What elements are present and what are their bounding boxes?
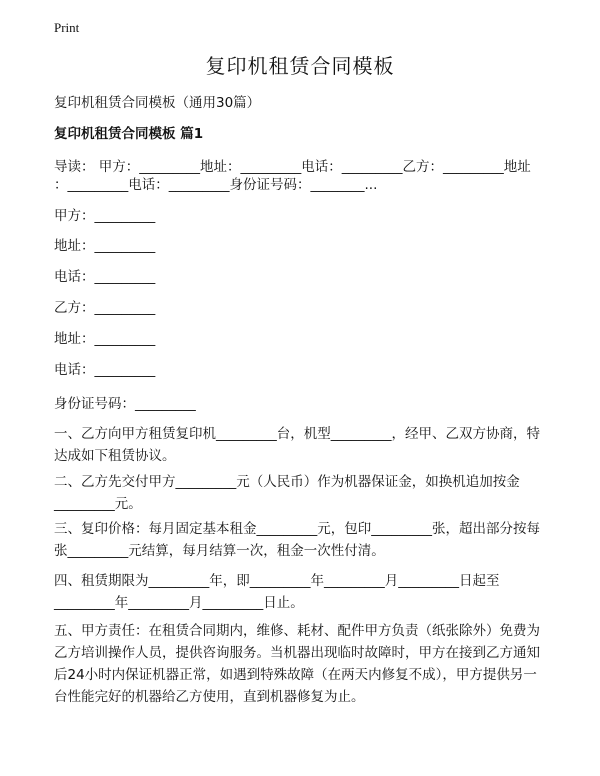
clause-3: 三、复印价格：每月固定基本租金_________元，包印_________张，超出部分按每张_________元结算，每月结算一次，租金一次性付清。 xyxy=(54,521,540,559)
field-party-a: 甲方：_________ xyxy=(54,208,156,224)
clause-2: 二、乙方先交付甲方_________元（人民币）作为机器保证金，如换机追加按金_________元。 xyxy=(54,474,520,512)
intro-line-2: ：_________电话：_________身份证号码：________... xyxy=(54,177,378,193)
field-phone-a: 电话：_________ xyxy=(54,269,156,285)
field-party-b: 乙方：_________ xyxy=(54,300,156,316)
section-heading: 复印机租赁合同模板 篇1 xyxy=(54,126,204,142)
field-id-number: 身份证号码：_________ xyxy=(54,396,196,412)
document-title: 复印机租赁合同模板 xyxy=(205,54,395,78)
document-subtitle: 复印机租赁合同模板（通用30篇） xyxy=(54,95,261,111)
clause-5: 五、甲方责任：在租赁合同期内，维修、耗材、配件甲方负责（纸张除外）免费为乙方培训操作人员，提供咨询服务。当机器出现临时故障时，甲方在接到乙方通知后24小时内保证机器正常，如遇到特殊故障（在两天内修复不成），甲方提供另一台性能完好的机器给乙方使用，直到机器修复为止。 xyxy=(54,623,540,705)
intro-line-1: 导读： 甲方：_________地址：_________电话：_________乙方：_________地址 xyxy=(54,159,531,175)
field-address-b: 地址：_________ xyxy=(54,331,156,347)
clause-4: 四、租赁期限为_________年，即_________年_________月_________日起至_________年_________月_________日止。 xyxy=(54,573,500,611)
field-phone-b: 电话：_________ xyxy=(54,362,156,378)
clause-1: 一、乙方向甲方租赁复印机_________台，机型_________，经甲、乙双方协商，特达成如下租赁协议。 xyxy=(54,426,540,464)
field-address-a: 地址：_________ xyxy=(54,238,156,254)
print-link[interactable]: Print xyxy=(54,20,80,35)
